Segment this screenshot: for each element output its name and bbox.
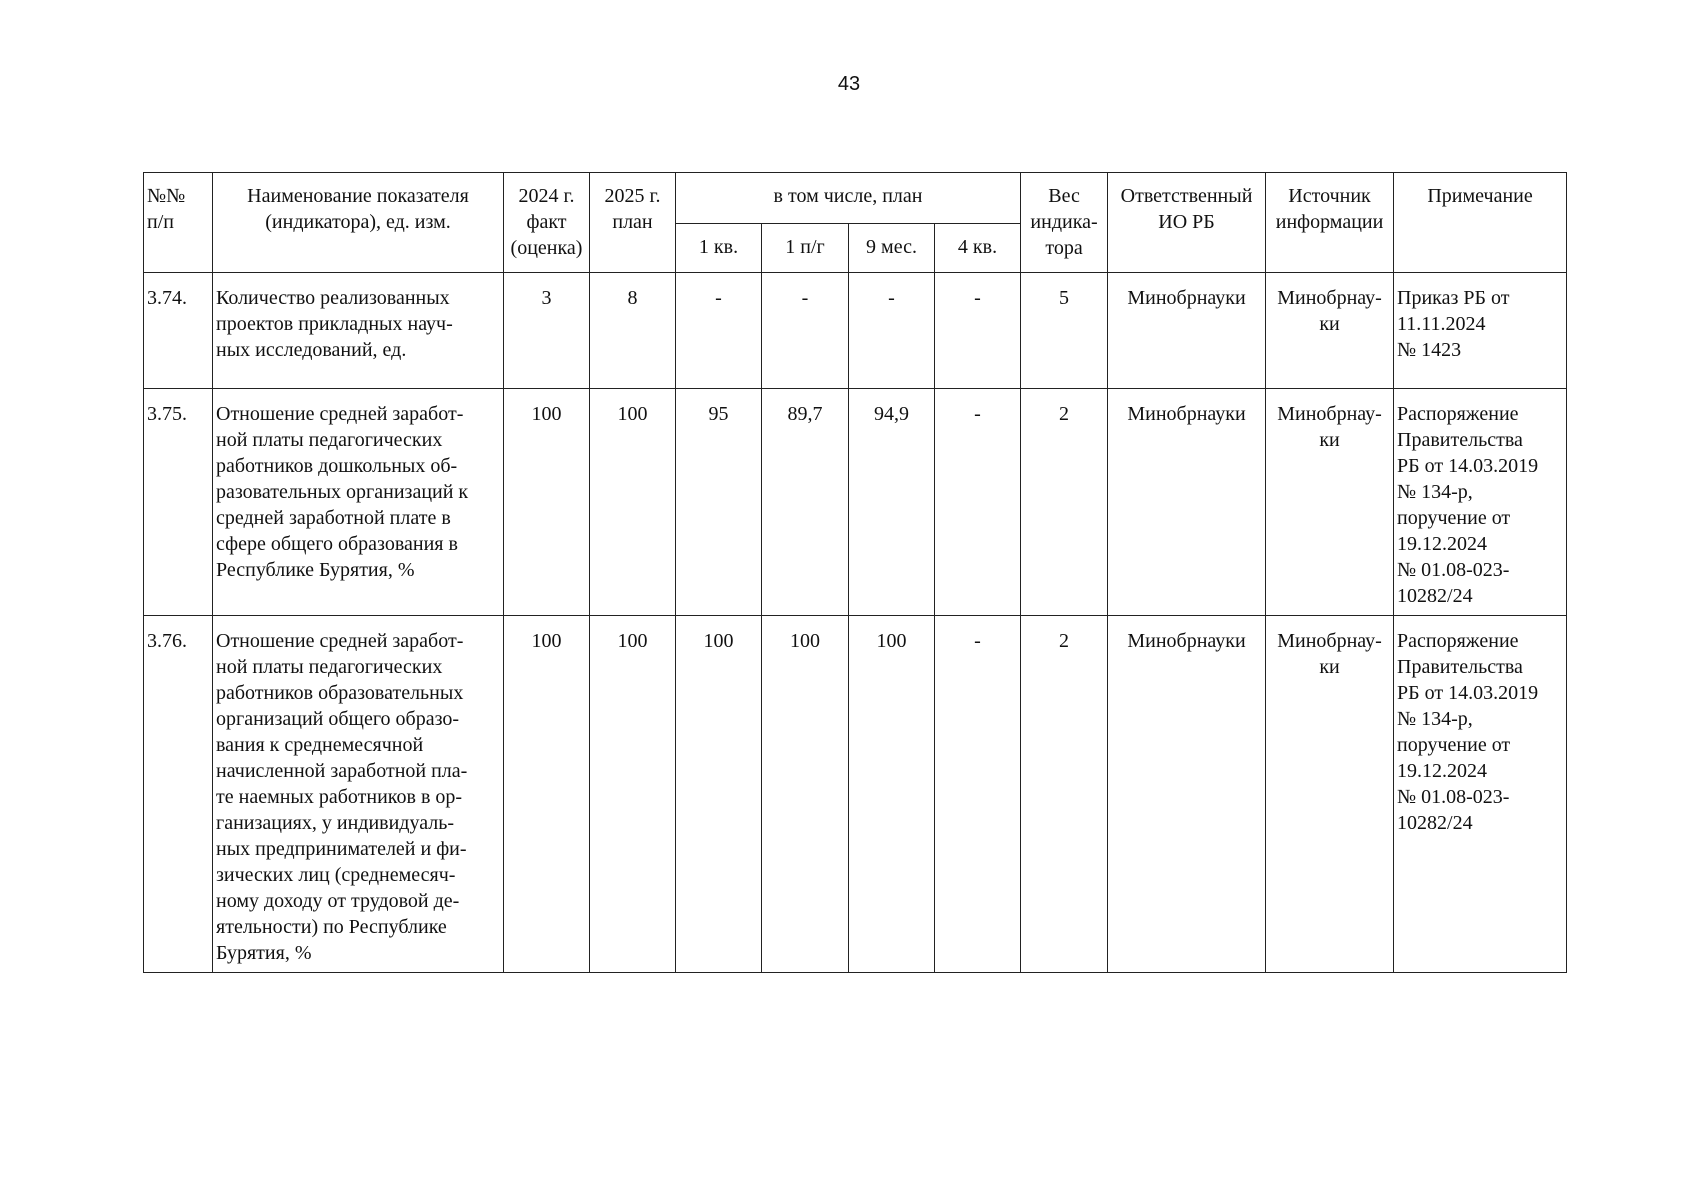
plan-value: 8 [590, 273, 676, 389]
q1-value: 95 [676, 389, 762, 616]
q1-value: - [676, 273, 762, 389]
q1-value: 100 [676, 616, 762, 973]
plan-value: 100 [590, 389, 676, 616]
m9-value: - [849, 273, 935, 389]
weight-value: 5 [1021, 273, 1108, 389]
fact-value: 3 [504, 273, 590, 389]
note-value: Распоряжение Правительства РБ от 14.03.2019 № 134-р, поручение от 19.12.2024 № 01.08-023- 10282/24 [1394, 389, 1567, 616]
table-row [144, 616, 1567, 973]
fact-value: 100 [504, 616, 590, 973]
header-plan-group: в том числе, план [676, 173, 1021, 224]
note-value: Приказ РБ от 11.11.2024 № 1423 [1394, 273, 1567, 389]
weight-value: 2 [1021, 616, 1108, 973]
note-value: Распоряжение Правительства РБ от 14.03.2019 № 134-р, поручение от 19.12.2024 № 01.08-023- 10282/24 [1394, 616, 1567, 973]
header-note: Примечание [1394, 173, 1567, 273]
row-number: 3.74. [144, 273, 213, 389]
row-number: 3.75. [144, 389, 213, 616]
header-source: Источник информации [1266, 173, 1394, 273]
q4-value: - [935, 273, 1021, 389]
indicator-name: Количество реализованных проектов прикладных науч- ных исследований, ед. [213, 273, 504, 389]
table-row [144, 273, 1567, 389]
fact-value: 100 [504, 389, 590, 616]
plan-value: 100 [590, 616, 676, 973]
weight-value: 2 [1021, 389, 1108, 616]
q4-value: - [935, 389, 1021, 616]
indicator-name: Отношение средней заработ- ной платы педагогических работников образовательных организаций общего образо- вания к среднемесячной начисленной заработной пла- те наемных работников в ор- ганизациях, у индивидуаль- ных предпринимателей и фи- зических лиц (среднемесяч- ному доходу от трудовой де- ятельности) по Республике Бурятия, % [213, 616, 504, 973]
header-indicator-name: Наименование показателя (индикатора), ед. изм. [213, 173, 504, 273]
source-value: Минобрнау- ки [1266, 389, 1394, 616]
indicator-name: Отношение средней заработ- ной платы педагогических работников дошкольных об- разовательных организаций к средней заработной плате в сфере общего образования в Республике Бурятия, % [213, 389, 504, 616]
table-header [144, 173, 1567, 273]
h1-value: 89,7 [762, 389, 849, 616]
table-row [144, 389, 1567, 616]
header-q1: 1 кв. [676, 224, 762, 273]
header-fact-2024: 2024 г. факт (оценка) [504, 173, 590, 273]
header-plan-2025: 2025 г. план [590, 173, 676, 273]
responsible-value: Минобрнауки [1108, 389, 1266, 616]
page-number: 43 [837, 73, 861, 95]
h1-value: 100 [762, 616, 849, 973]
indicators-table [143, 172, 1567, 973]
m9-value: 100 [849, 616, 935, 973]
m9-value: 94,9 [849, 389, 935, 616]
responsible-value: Минобрнауки [1108, 273, 1266, 389]
source-value: Минобрнау- ки [1266, 616, 1394, 973]
header-9m: 9 мес. [849, 224, 935, 273]
responsible-value: Минобрнауки [1108, 616, 1266, 973]
h1-value: - [762, 273, 849, 389]
source-value: Минобрнау- ки [1266, 273, 1394, 389]
header-indicator-weight: Вес индика- тора [1021, 173, 1108, 273]
q4-value: - [935, 616, 1021, 973]
header-h1: 1 п/г [762, 224, 849, 273]
header-responsible: Ответственный ИО РБ [1108, 173, 1266, 273]
header-q4: 4 кв. [935, 224, 1021, 273]
header-number: №№ п/п [144, 173, 213, 273]
row-number: 3.76. [144, 616, 213, 973]
